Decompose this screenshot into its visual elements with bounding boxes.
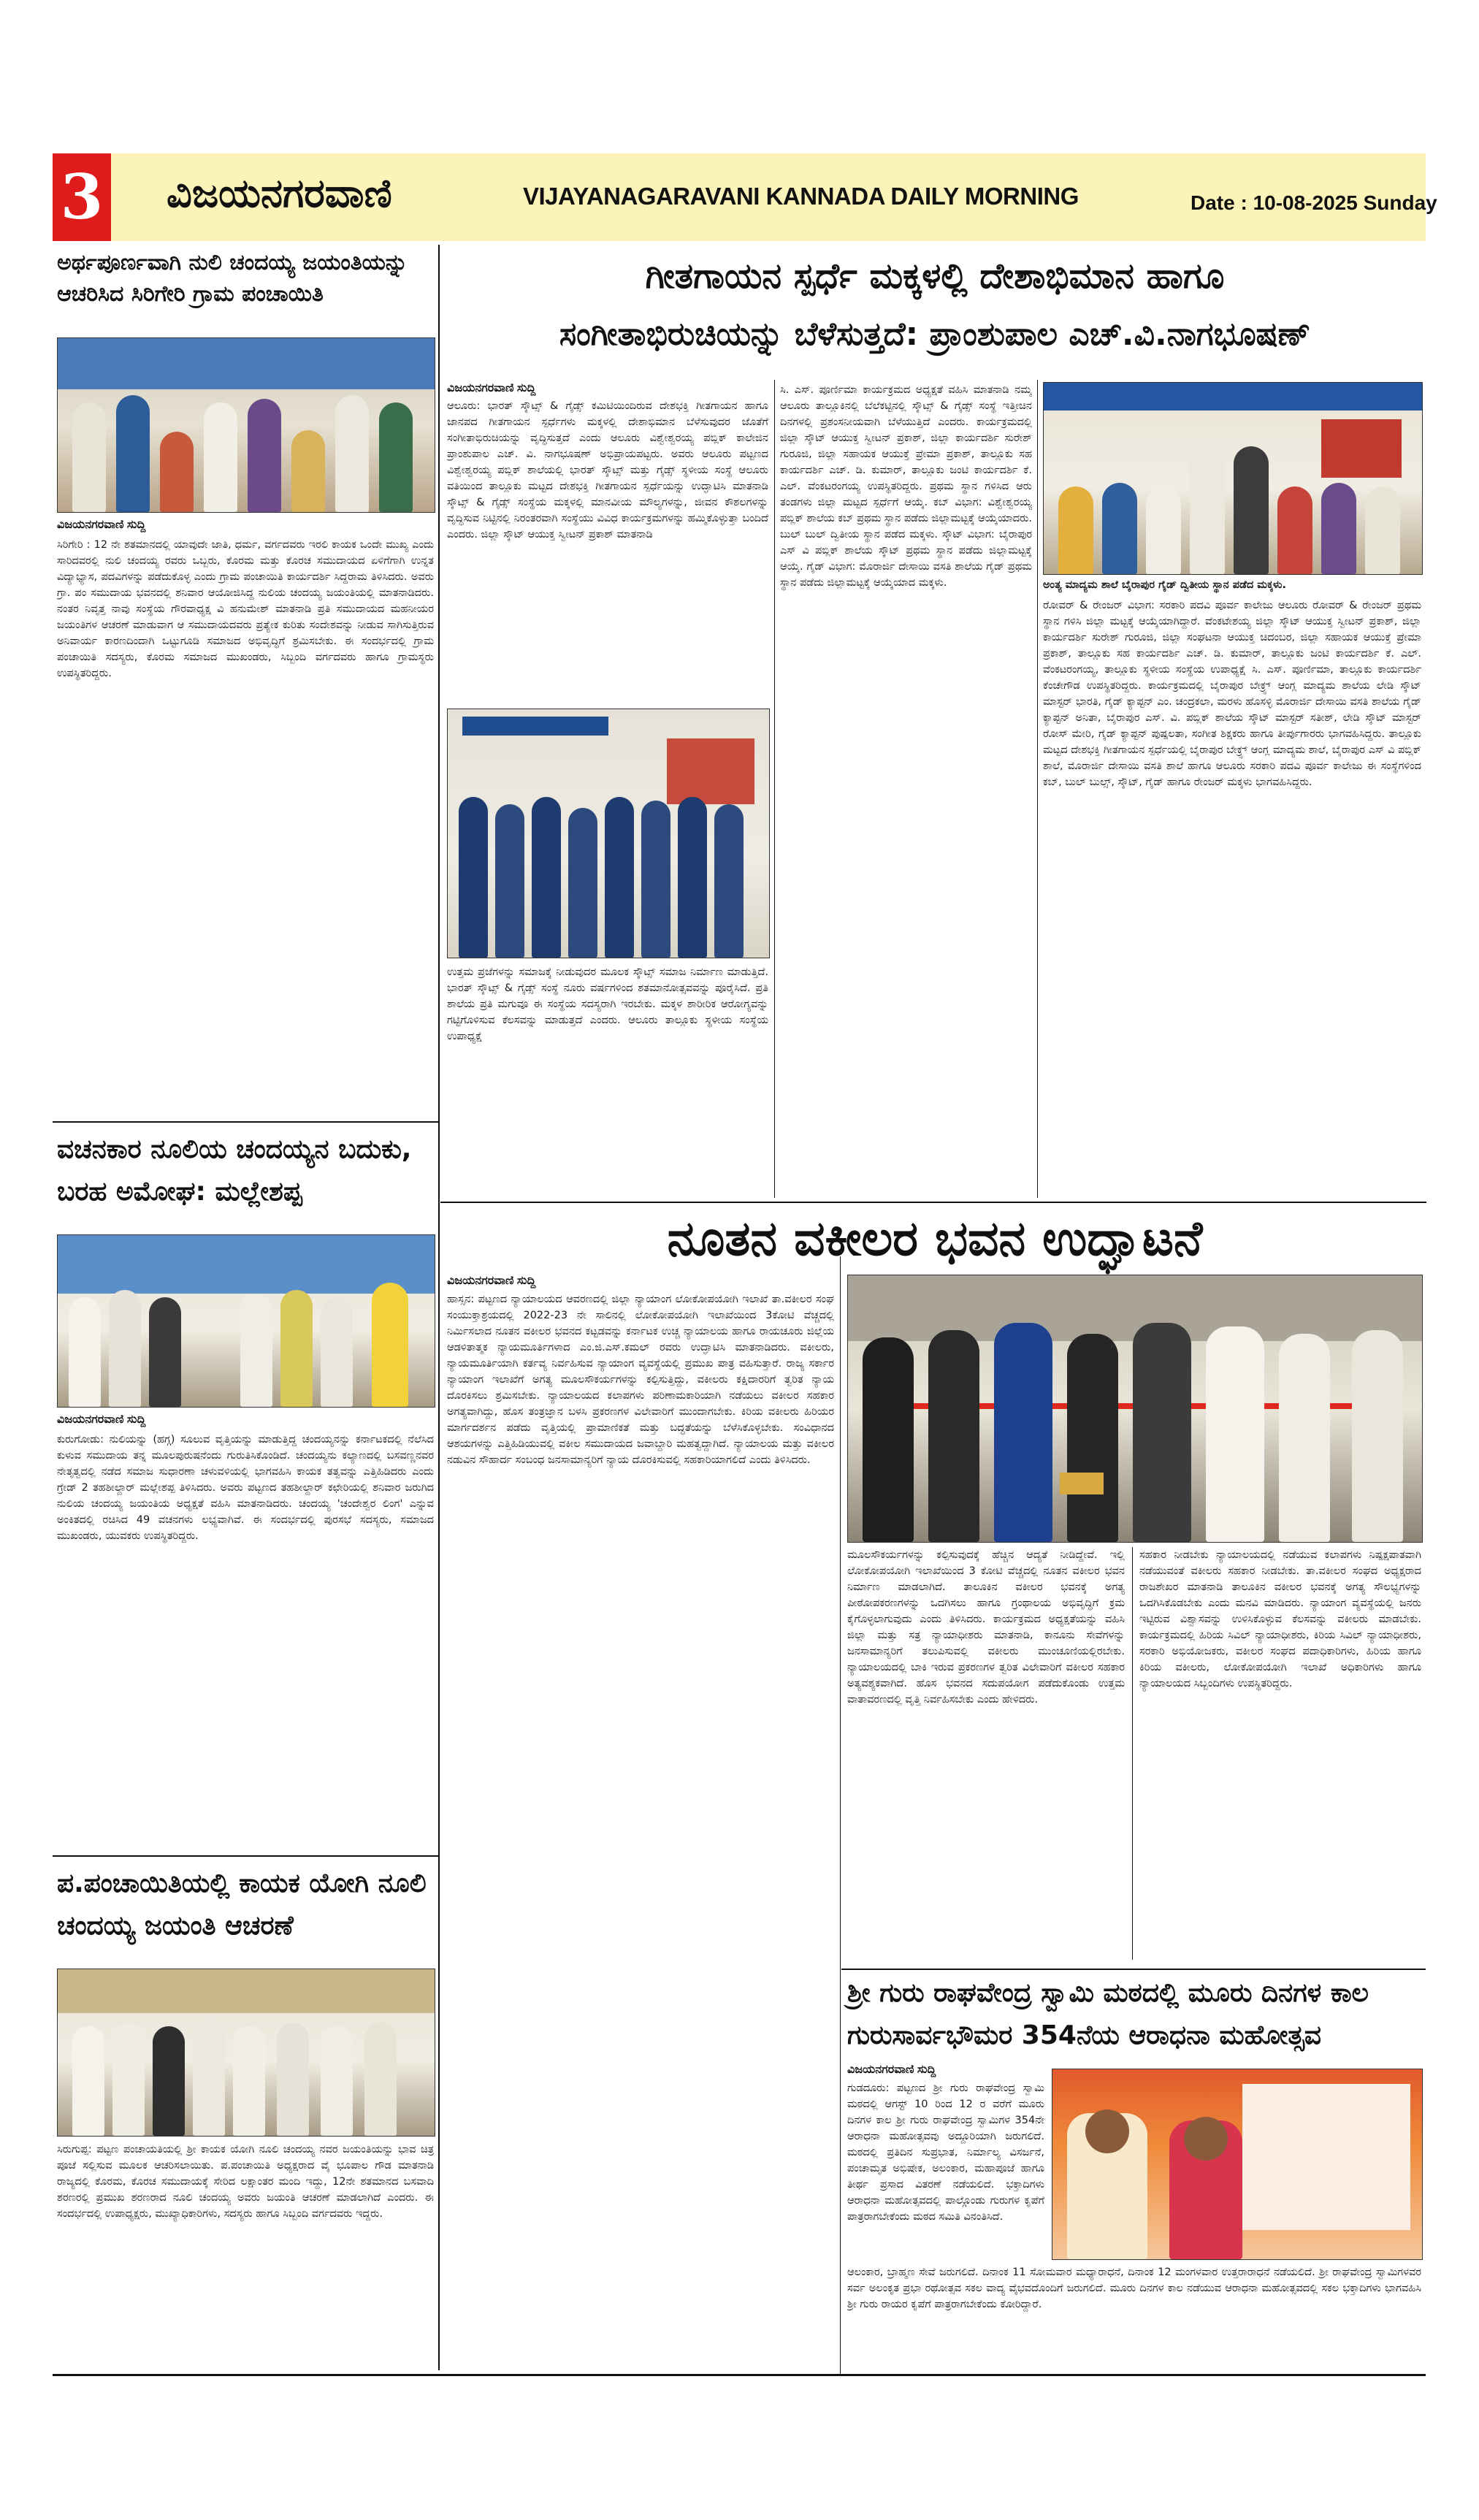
- story-body: ಸಿ. ಎಸ್. ಪೂರ್ಣಿಮಾ ಕಾರ್ಯಕ್ರಮದ ಅಧ್ಯಕ್ಷತೆ ವಹಿಸಿ ಮಾತನಾಡಿ ನಮ್ಮ ಆಲೂರು ತಾಲ್ಲೂಕಿನಲ್ಲಿ ಬೆಲೆಕಟ್ಟಿನಲ್ಲಿ ಸ್ಕೌಟ್ಸ್ & ಗೈಡ್ಸ್ ಸಂಸ್ಥೆ ಇತ್ತೀಚಿನ ದಿನಗಳಲ್ಲಿ ಪ್ರಶಂಸನೀಯವಾಗಿ ಬೆಳೆಯುತ್ತಿದೆ ಎಂದರು. ಕಾರ್ಯಕ್ರಮದಲ್ಲಿ ಜಿಲ್ಲಾ ಸ್ಕೌಟ್ ಆಯುಕ್ತ ಸ್ವೀಟನ್ ಪ್ರಕಾಶ್, ಜಿಲ್ಲಾ ಕಾರ್ಯದರ್ಶಿ ಸುರೇಶ್ ಗುರೂಜಿ, ಜಿಲ್ಲಾ ಸಹಾಯಕ ಆಯುಕ್ತೆ ಪ್ರೇಮಾ ಪ್ರಕಾಶ್, ತಾಲ್ಲೂಕು ಸಹ ಕಾರ್ಯದರ್ಶಿ ಎಚ್. ಡಿ. ಕುಮಾರ್, ತಾಲ್ಲೂಕು ಜಂಟಿ ಕಾರ್ಯದರ್ಶಿ ಕೆ. ಎಲ್. ವೆಂಕಟರಂಗಯ್ಯ ಉಪಸ್ಥಿತರಿದ್ದರು. ಪ್ರಥಮ ಸ್ಥಾನ ಗಳಿಸಿದ ಆರು ತಂಡಗಳು ಜಿಲ್ಲಾ ಮಟ್ಟದ ಸ್ಪರ್ಧೆಗೆ ಆಯ್ಕೆ. ಕಬ್ ವಿಭಾಗ: ವಿಶ್ವೇಶ್ವರಯ್ಯ ಪಬ್ಲಿಕ್ ಶಾಲೆಯ ಕಬ್ ಪ್ರಥಮ ಸ್ಥಾನ ಪಡೆದು ಜಿಲ್ಲಾಮಟ್ಟಕ್ಕೆ ಆಯ್ಕೆಯಾದರು. ಬುಲ್ ಬುಲ್ ದ್ವಿತೀಯ ಸ್ಥಾನ ಪಡೆದ ಮಕ್ಕಳು. ಸ್ಕೌಟ್ ವಿಭಾಗ: ಬೈರಾಪುರ ಎಸ್ ವಿ ಪಬ್ಲಿಕ್ ಶಾಲೆಯ ಸ್ಕೌಟ್ ಪ್ರಥಮ ಸ್ಥಾನ ಪಡೆದು ಜಿಲ್ಲಾಮಟ್ಟಕ್ಕೆ ಆಯ್ಕೆ. ಗೈಡ್ ವಿಭಾಗ: ಮೊರಾರ್ಜಿ ದೇಸಾಯಿ ವಸತಿ ಶಾಲೆಯ ಗೈಡ್ ಪ್ರಥಮ ಸ್ಥಾನ ಪಡೆದು ಜಿಲ್ಲಾಮಟ್ಟಕ್ಕೆ ಆಯ್ಕೆಯಾದ ಮಕ್ಕಳು.: [780, 384, 1032, 589]
- story-body: ಹಾಸ್ಸನ: ಪಟ್ಟಣದ ನ್ಯಾಯಾಲಯದ ಆವರಣದಲ್ಲಿ ಜಿಲ್ಲಾ ನ್ಯಾಯಾಂಗ ಲೋಕೋಪಯೋಗಿ ಇಲಾಖೆ ತಾ.ವಕೀಲರ ಸಂಘ ಸಂಯುಕ್ತಾಶ್ರಯದಲ್ಲಿ 2022-23 ನೇ ಸಾಲಿನಲ್ಲಿ ಲೋಕೋಪಯೋಗಿ ಇಲಾಖೆಯಿಂದ 3ಕೋಟಿ ವೆಚ್ಚದಲ್ಲಿ ನಿರ್ಮಿಸಲಾದ ನೂತನ ವಕೀಲರ ಭವನದ ಕಟ್ಟಡವನ್ನು ಕರ್ನಾಟಕ ಉಚ್ಚ ನ್ಯಾಯಾಲಯ ಹಾಗೂ ರಾಯಚೂರು ಜಿಲ್ಲೆಯ ಆಡಳಿತಾತ್ಮಕ ನ್ಯಾಯಮೂರ್ತಿಗಳಾದ ಎಂ.ಜಿ.ಎಸ್.ಕಮಲ್ ರವರು ಉದ್ಘಾಟಿಸಿ ಮಾತನಾಡಿದರು. ವಕೀಲರು, ನ್ಯಾಯಮೂರ್ತಿಯಾಗಿ ಕರ್ತವ್ಯ ನಿರ್ವಹಿಸುವ ನ್ಯಾಯಾಂಗ ವ್ಯವಸ್ಥೆಯಲ್ಲಿ ಪ್ರಮುಖ ಪಾತ್ರ ವಹಿಸುತ್ತಾರೆ. ರಾಜ್ಯ ಸರ್ಕಾರ ನ್ಯಾಯಾಂಗ ಇಲಾಖೆಗೆ ಅಗತ್ಯ ಮೂಲಸೌಕರ್ಯಗಳನ್ನು ಕಲ್ಪಿಸುತ್ತಿದ್ದು, ವಕೀಲರು ಕಕ್ಷಿದಾರರಿಗೆ ತ್ವರಿತ ನ್ಯಾಯ ದೊರಕಿಸಲು ಶ್ರಮಿಸಬೇಕು. ನ್ಯಾಯಾಲಯದ ಕಲಾಪಗಳು ಪರಿಣಾಮಕಾರಿಯಾಗಿ ನಡೆಯಲು ವಕೀಲರ ಸಹಕಾರ ಅಗತ್ಯವಾಗಿದ್ದು, ಹೊಸ ತಂತ್ರಜ್ಞಾನ ಬಳಸಿ ಪ್ರಕರಣಗಳ ವಿಲೇವಾರಿಗೆ ಮುಂದಾಗಬೇಕು. ಕಿರಿಯ ವಕೀಲರು ಹಿರಿಯರ ಮಾರ್ಗದರ್ಶನ ಪಡೆದು ವೃತ್ತಿಯಲ್ಲಿ ಪ್ರಾಮಾಣಿಕತೆ ಮತ್ತು ಬದ್ಧತೆಯನ್ನು ಬೆಳೆಸಿಕೊಳ್ಳಬೇಕು. ಸಂವಿಧಾನದ ಆಶಯಗಳನ್ನು ಎತ್ತಿಹಿಡಿಯುವಲ್ಲಿ ವಕೀಲ ಸಮುದಾಯದ ಜವಾಬ್ದಾರಿ ಮಹತ್ವದ್ದಾಗಿದೆ. ನ್ಯಾಯಾಲಯ ಮತ್ತು ವಕೀಲರ ನಡುವಿನ ಸೌಹಾರ್ದ ಸಂಬಂಧ ಜನಸಾಮಾನ್ಯರಿಗೆ ನ್ಯಾಯ ದೊರಕಿಸುವಲ್ಲಿ ಸಹಕಾರಿಯಾಗಲಿದೆ ಎಂದು ತಿಳಿಸಿದರು.: [447, 1294, 834, 1466]
- story-headline: ಗೀತಗಾಯನ ಸ್ಪರ್ಧೆ ಮಕ್ಕಳಲ್ಲಿ ದೇಶಾಭಿಮಾನ ಹಾಗೂ: [645, 256, 1225, 297]
- story-byline: ವಿಜಯನಗರವಾಣಿ ಸುದ್ದಿ: [447, 1275, 536, 1287]
- page-bottom-rule: [53, 2374, 1426, 2376]
- story-body: ಉತ್ತಮ ಪ್ರಜೆಗಳನ್ನು ಸಮಾಜಕ್ಕೆ ನೀಡುವುದರ ಮೂಲಕ ಸ್ಕೌಟ್ಸ್ ಸಮಾಜ ನಿರ್ಮಾಣ ಮಾಡುತ್ತಿದೆ. ಭಾರತ್ ಸ್ಕೌಟ್ಸ್ & ಗೈಡ್ಸ್ ಸಂಸ್ಥೆ ನೂರು ವರ್ಷಗಳಿಂದ ಶತಮಾನೋತ್ಸವವನ್ನು ಪೂರೈಸಿದೆ. ಪ್ರತಿ ಶಾಲೆಯ ಪ್ರತಿ ಮಗುವೂ ಈ ಸಂಸ್ಥೆಯ ಸದಸ್ಯರಾಗಿ ಇರಬೇಕು. ಮಕ್ಕಳ ಶಾರೀರಿಕ ಆರೋಗ್ಯವನ್ನು ಗಟ್ಟಿಗೊಳಿಸುವ ಕೆಲಸವನ್ನು ಮಾಡುತ್ತದೆ ಎಂದರು. ಆಲೂರು ತಾಲ್ಲೂಕು ಸ್ಥಳೀಯ ಸಂಸ್ಥೆಯ ಉಪಾಧ್ಯಕ್ಷೆ: [447, 966, 768, 1042]
- story-headline: ನೂತನ ವಕೀಲರ ಭವನ ಉದ್ಘಾಟನೆ: [667, 1210, 1203, 1267]
- left-column-rule: [438, 245, 440, 2370]
- story-body: ಆಲಂಕಾರ, ಬ್ರಾಹ್ಮಣ ಸೇವೆ ಜರುಗಲಿದೆ. ದಿನಾಂಕ 11 ಸೋಮವಾರ ಮಧ್ಯಾರಾಧನೆ, ದಿನಾಂಕ 12 ಮಂಗಳವಾರ ಉತ್ತರಾರಾಧನೆ ನಡೆಯಲಿದೆ. ಶ್ರೀ ರಾಘವೇಂದ್ರ ಸ್ವಾಮಿಗಳವರ ಸರ್ವ ಅಲಂಕೃತ ಪ್ರಭಾ ರಥೋತ್ಸವ ಸಕಲ ವಾದ್ಯ ವೈಭವದೊಂದಿಗೆ ಜರುಗಲಿದೆ. ಮೂರು ದಿನಗಳ ಕಾಲ ನಡೆಯುವ ಆರಾಧನಾ ಮಹೋತ್ಸವದಲ್ಲಿ ಸಕಲ ಭಕ್ತಾದಿಗಳು ಭಾಗವಹಿಸಿ ಶ್ರೀ ಗುರು ರಾಯರ ಕೃಪೆಗೆ ಪಾತ್ರರಾಗಬೇಕೆಂದು ಕೋರಿದ್ದಾರೆ.: [847, 2267, 1421, 2310]
- newspaper-subtitle: VIJAYANAGARAVANI KANNADA DAILY MORNING: [523, 183, 1079, 210]
- article-photo: [57, 337, 435, 513]
- article-body: ಸಿರಿಗೇರಿ : 12 ನೇ ಶತಮಾನದಲ್ಲಿ ಯಾವುದೇ ಜಾತಿ, ಧರ್ಮ, ವರ್ಗದವರು ಇರಲಿ ಕಾಯಕ ಒಂದೇ ಮುಖ್ಯ ಎಂದು ಸಾರಿದವರಲ್ಲಿ ನುಲಿ ಚಂದಯ್ಯ ರವರು ಒಬ್ಬರು, ಕೊರಮ ಮತ್ತು ಕೊರಚ ಸಮುದಾಯದ ಏಳಿಗೆಗಾಗಿ ಉನ್ನತ ವಿದ್ಯಾಭ್ಯಾಸ, ಪದವಿಗಳನ್ನು ಪಡೆದುಕೊಳ್ಳ ಎಂದು ಗ್ರಾಮ ಪಂಚಾಯಿತಿ ಕಾರ್ಯದರ್ಶಿ ಸಿದ್ದರಾಮ ತಿಳಿಸಿದರು. ಅವರು ಗ್ರಾ. ಪಂ ಸಮುದಾಯ ಭವನದಲ್ಲಿ ಶನಿವಾರ ಆಯೋಜಿಸಿದ್ದ ನುಲಿಯ ಚಂದಯ್ಯ ಜಯಂತಿಯಲ್ಲಿ ಮಾತನಾಡಿದರು. ನಂತರ ನಿವೃತ್ತ ನಾವು ಸಂಸ್ಥೆಯ ಗೌರವಾಧ್ಯಕ್ಷ ವಿ ಹನುಮೇಶ್ ಮಾತನಾಡಿ ಪ್ರತಿ ಸಮುದಾಯದ ಮಹನೀಯರ ಜಯಂತಿಗಳ ಆಚರಣೆ ಮಾಡುವಾಗ ಆ ಸಮುದಾಯದವರು ಪ್ರತ್ಯೇಕ ಕುರಿತು ಸಂದೇಶವನ್ನು ನೀಡುವ ಸಾಗಿಸುತ್ತಿರುವ ಅನಿವಾರ್ಯ ಕಾರಣದಿಂದಾಗಿ ಒಟ್ಟುಗೂಡಿ ಸಮಾಜದ ಅಭಿವೃದ್ಧಿಗೆ ಶ್ರಮಿಸಬೇಕು. ಈ ಸಂದರ್ಭದಲ್ಲಿ ಗ್ರಾಮ ಪಂಚಾಯಿತಿ ಸದಸ್ಯರು, ಕೊರಮ ಸಮಾಜದ ಮುಖಂಡರು, ಸಿಬ್ಬಂದಿ ವರ್ಗದವರು ಹಾಗೂ ಗ್ರಾಮಸ್ಥರು ಉಪಸ್ಥಿತರಿದ್ದರು.: [57, 539, 434, 679]
- article-divider: [53, 1855, 438, 1857]
- story-byline: ವಿಜಯನಗರವಾಣಿ ಸುದ್ದಿ: [847, 2063, 936, 2076]
- story-body: ಮೂಲಸೌಕರ್ಯಗಳನ್ನು ಕಲ್ಪಿಸುವುದಕ್ಕೆ ಹೆಚ್ಚಿನ ಆದ್ಯತೆ ನೀಡಿದ್ದೇವೆ. ಇಲ್ಲಿ ಲೋಕೋಪಯೋಗಿ ಇಲಾಖೆಯಿಂದ 3 ಕೋಟಿ ವೆಚ್ಚದಲ್ಲಿ ನೂತನ ವಕೀಲರ ಭವನ ನಿರ್ಮಾಣ ಮಾಡಲಾಗಿದೆ. ತಾಲೂಕಿನ ವಕೀಲರ ಭವನಕ್ಕೆ ಅಗತ್ಯ ಪೀಠೋಪಕರಣಗಳನ್ನು ಒದಗಿಸಲು ಹಾಗೂ ಗ್ರಂಥಾಲಯ ಅಭಿವೃದ್ಧಿಗೆ ಕ್ರಮ ಕೈಗೊಳ್ಳಲಾಗುವುದು ಎಂದು ತಿಳಿಸಿದರು. ಕಾರ್ಯಕ್ರಮದ ಅಧ್ಯಕ್ಷತೆಯನ್ನು ವಹಿಸಿ ಜಿಲ್ಲಾ ಮತ್ತು ಸತ್ರ ನ್ಯಾಯಾಧೀಶರು ಮಾತನಾಡಿ, ಕಾನೂನು ಸೇವೆಗಳನ್ನು ಜನಸಾಮಾನ್ಯರಿಗೆ ತಲುಪಿಸುವಲ್ಲಿ ವಕೀಲರು ಮುಂಚೂಣಿಯಲ್ಲಿರಬೇಕು. ನ್ಯಾಯಾಲಯದಲ್ಲಿ ಬಾಕಿ ಇರುವ ಪ್ರಕರಣಗಳ ತ್ವರಿತ ವಿಲೇವಾರಿಗೆ ವಕೀಲರ ಸಹಕಾರ ಅತ್ಯವಶ್ಯಕವಾಗಿದೆ. ಹೊಸ ಭವನದ ಸದುಪಯೋಗ ಪಡೆದುಕೊಂಡು ಉತ್ತಮ ವಾತಾವರಣದಲ್ಲಿ ವೃತ್ತಿ ನಿರ್ವಹಿಸಬೇಕು ಎಂದು ಹೇಳಿದರು.: [847, 1549, 1125, 1706]
- story-headline: ಸಂಗೀತಾಭಿರುಚಿಯನ್ನು ಬೆಳೆಸುತ್ತದೆ: ಪ್ರಾಂಶುಪಾಲ ಎಚ್.ವಿ.ನಾಗಭೂಷಣ್: [559, 316, 1311, 353]
- story-headline: ಶ್ರೀ ಗುರು ರಾಘವೇಂದ್ರ ಸ್ವಾಮಿ ಮಠದಲ್ಲಿ ಮೂರು ದಿನಗಳ ಕಾಲ ಗುರುಸಾರ್ವಭೌಮರ 354ನೆಯ ಆರಾಧನಾ ಮಹೋತ್ಸವ: [847, 1978, 1369, 2050]
- story-photo: [447, 709, 770, 958]
- bottom-right-rule: [840, 1256, 841, 2374]
- issue-date: Date : 10-08-2025 Sunday: [1191, 191, 1437, 214]
- story-column-rule: [1132, 1547, 1133, 1960]
- story-divider: [841, 1969, 1426, 1970]
- newspaper-name: ವಿಜಯನಗರವಾಣಿ: [167, 170, 392, 216]
- story-body: ಸಹಕಾರ ನೀಡಬೇಕು ನ್ಯಾಯಾಲಯದಲ್ಲಿ ನಡೆಯುವ ಕಲಾಪಗಳು ನಿಷ್ಪಕ್ಷಪಾತವಾಗಿ ನಡೆಯುವಂತೆ ವಕೀಲರು ಸಹಕಾರ ನೀಡಬೇಕು. ತಾ.ವಕೀಲರ ಸಂಘದ ಅಧ್ಯಕ್ಷರಾದ ರಾಜಶೇಖರ ಮಾತನಾಡಿ ತಾಲೂಕಿನ ವಕೀಲರ ಭವನಕ್ಕೆ ಅಗತ್ಯ ಸೌಲಭ್ಯಗಳನ್ನು ಒದಗಿಸಿಕೊಡಬೇಕು ಎಂದು ಮನವಿ ಮಾಡಿದರು. ನ್ಯಾಯಾಂಗ ವ್ಯವಸ್ಥೆಯಲ್ಲಿ ಜನರು ಇಟ್ಟಿರುವ ವಿಶ್ವಾಸವನ್ನು ಉಳಿಸಿಕೊಳ್ಳುವ ಕೆಲಸವನ್ನು ವಕೀಲರು ಮಾಡಬೇಕು. ಕಾರ್ಯಕ್ರಮದಲ್ಲಿ ಹಿರಿಯ ಸಿವಿಲ್ ನ್ಯಾಯಾಧೀಶರು, ಕಿರಿಯ ಸಿವಿಲ್ ನ್ಯಾಯಾಧೀಶರು, ಸರಕಾರಿ ಅಭಿಯೋಜಕರು, ವಕೀಲರ ಸಂಘದ ಪದಾಧಿಕಾರಿಗಳು, ಹಿರಿಯ ಹಾಗೂ ಕಿರಿಯ ವಕೀಲರು, ಲೋಕೋಪಯೋಗಿ ಇಲಾಖೆ ಅಧಿಕಾರಿಗಳು ಹಾಗೂ ನ್ಯಾಯಾಲಯದ ಸಿಬ್ಬಂದಿಗಳು ಉಪಸ್ಥಿತರಿದ್ದರು.: [1139, 1549, 1421, 1689]
- story-photo: [1052, 2069, 1423, 2260]
- story-divider: [440, 1202, 1426, 1203]
- article-body: ಕುರುಗೋಡು: ನುಲಿಯನ್ನು (ಹಗ್ಗ) ಸೂಲುವ ವೃತ್ತಿಯನ್ನು ಮಾಡುತ್ತಿದ್ದ ಚಂದಯ್ಯನನ್ನು ಕರ್ನಾಟಕದಲ್ಲಿ ನೆಲೆಸಿದ ಕುಳುವ ಸಮುದಾಯ ತನ್ನ ಮೂಲಪುರುಷನೆಂದು ಗುರುತಿಸಿಕೊಂಡಿದೆ. ಚಂದಯ್ಯನು ಕಲ್ಯಾಣದಲ್ಲಿ ಬಸವಣ್ಣನವರ ನೇತೃತ್ವದಲ್ಲಿ ನಡೆದ ಸಮಾಜ ಸುಧಾರಣಾ ಚಳುವಳಿಯಲ್ಲಿ ಭಾಗವಹಿಸಿ ಕಾಯಕ ತತ್ವವನ್ನು ಎತ್ತಿಹಿಡಿದರು ಎಂದು ಗ್ರೇಡ್ 2 ತಹಶೀಲ್ದಾರ್ ಮಲ್ಲೇಶಪ್ಪ ತಿಳಿಸಿದರು. ಅವರು ಪಟ್ಟಣದ ತಹಶೀಲ್ದಾರ್ ಕಛೇರಿಯಲ್ಲಿ ಶನಿವಾರ ಜರುಗಿದ ನುಲಿಯ ಚಂದಯ್ಯ ಜಯಂತಿಯ ಅಧ್ಯಕ್ಷತೆ ವಹಿಸಿ ಮಾತನಾಡಿದರು. ಚಂದಯ್ಯ 'ಚಂದೇಶ್ವರ ಲಿಂಗ' ಎನ್ನುವ ಅಂಕಿತದಲ್ಲಿ ರಚಿಸಿದ 49 ವಚನಗಳು ಲಭ್ಯವಾಗಿವೆ. ಈ ಸಂದರ್ಭದಲ್ಲಿ ಪುರಸಭೆ ಸದಸ್ಯರು, ಸಮಾಜದ ಮುಖಂಡರು, ಯುವಕರು ಉಪಸ್ಥಿತರಿದ್ದರು.: [57, 1434, 434, 1542]
- top-story-rule-1: [774, 380, 775, 1198]
- article-headline: ಅರ್ಥಪೂರ್ಣವಾಗಿ ನುಲಿ ಚಂದಯ್ಯ ಜಯಂತಿಯನ್ನು ಆಚರಿಸಿದ ಸಿರಿಗೇರಿ ಗ್ರಾಮ ಪಂಚಾಯಿತಿ: [57, 250, 408, 307]
- article-byline: ವಿಜಯನಗರವಾಣಿ ಸುದ್ದಿ: [57, 519, 146, 531]
- article-photo: [57, 1234, 435, 1408]
- top-story-rule-2: [1037, 380, 1038, 1198]
- article-headline: ವಚನಕಾರ ನೂಲಿಯ ಚಂದಯ್ಯನ ಬದುಕು, ಬರಹ ಅಮೋಘ: ಮಲ್ಲೇಶಪ್ಪ: [57, 1134, 412, 1207]
- story-photo: [847, 1275, 1423, 1543]
- page-number: 3: [53, 153, 111, 241]
- article-body: ಸಿರುಗುಪ್ಪ: ಪಟ್ಟಣ ಪಂಚಾಯತಿಯಲ್ಲಿ ಶ್ರೀ ಕಾಯಕ ಯೋಗಿ ನೂಲಿ ಚಂದಯ್ಯ ನವರ ಜಯಂತಿಯನ್ನು ಭಾವ ಚಿತ್ರ ಪೂಜೆ ಸಲ್ಲಿಸುವ ಮೂಲಕ ಆಚರಿಸಲಾಯಿತು. ಪ.ಪಂಚಾಯಿತಿ ಅಧ್ಯಕ್ಷರಾದ ವೈ ಭೂಪಾಲ ಗೌಡ ಮಾತನಾಡಿ ರಾಜ್ಯದಲ್ಲಿ ಕೊರಮ, ಕೊರಚ ಸಮುದಾಯಕ್ಕೆ ಸೇರಿದ ಲಕ್ಷಾಂತರ ಮಂದಿ ಇದ್ದು, 12ನೇ ಶತಮಾನದ ಬಸವಾದಿ ಶರಣರಲ್ಲಿ ಪ್ರಮುಖ ಶರಣರಾದ ನೂಲಿ ಚಂದಯ್ಯ ಅವರು ಜಯಂತಿ ಆಚರಣೆ ಮಾಡಲಾಗಿದೆ ಎಂದರು. ಈ ಸಂದರ್ಭದಲ್ಲಿ ಉಪಾಧ್ಯಕ್ಷರು, ಮುಖ್ಯಾಧಿಕಾರಿಗಳು, ಸದಸ್ಯರು ಹಾಗೂ ಸಿಬ್ಬಂದಿ ವರ್ಗದವರು ಇದ್ದರು.: [57, 2144, 434, 2220]
- story-byline: ವಿಜಯನಗರವಾಣಿ ಸುದ್ದಿ: [447, 382, 536, 394]
- story-body: ರೋವರ್ & ರೇಂಜರ್ ವಿಭಾಗ: ಸರಕಾರಿ ಪದವಿ ಪೂರ್ವ ಕಾಲೇಜು ಆಲೂರು ರೋವರ್ & ರೇಂಜರ್ ಪ್ರಥಮ ಸ್ಥಾನ ಗಳಿಸಿ ಜಿಲ್ಲಾ ಮಟ್ಟಕ್ಕೆ ಆಯ್ಕೆಯಾಗಿದ್ದಾರೆ. ವೆಂಕಟೇಶಯ್ಯ ಜಿಲ್ಲಾ ಸ್ಕೌಟ್ ಆಯುಕ್ತ ಸ್ವೀಟನ್ ಪ್ರಕಾಶ್, ಜಿಲ್ಲಾ ಕಾರ್ಯದರ್ಶಿ ಸುರೇಶ್ ಗುರೂಜಿ, ಜಿಲ್ಲಾ ಸಂಘಟನಾ ಆಯುಕ್ತ ಚಿದಂಬರ, ಜಿಲ್ಲಾ ಸಹಾಯಕ ಆಯುಕ್ತೆ ಪ್ರೇಮಾ ಪ್ರಕಾಶ್, ತಾಲ್ಲೂಕು ಸಹ ಕಾರ್ಯದರ್ಶಿ ಎಚ್. ಡಿ. ಕುಮಾರ್, ತಾಲ್ಲೂಕು ಜಂಟಿ ಕಾರ್ಯದರ್ಶಿ ಕೆ. ಎಲ್. ವೆಂಕಟರಂಗಯ್ಯ, ತಾಲ್ಲೂಕು ಸ್ಥಳೀಯ ಸಂಸ್ಥೆಯ ಉಪಾಧ್ಯಕ್ಷೆ ಸಿ. ಎಸ್. ಪೂರ್ಣಿಮಾ, ತಾಲ್ಲೂಕು ಕಾರ್ಯದರ್ಶಿ ಕೆಂಚೇಗೌಡ ಉಪಸ್ಥಿತರಿದ್ದರು. ಕಾರ್ಯಕ್ರಮದಲ್ಲಿ ಬೈರಾಪುರ ಬೇಕ್ರ್ಸ್ ಆಂಗ್ಲ ಮಾದ್ಯಮ ಶಾಲೆಯ ಲೇಡಿ ಸ್ಕೌಟ್ ಮಾಸ್ಟರ್ ಭಾರತಿ, ಗೈಡ್ ಕ್ಯಾಪ್ಟನ್ ಎಂ. ಚಂದ್ರಕಲಾ, ಮರಳು ಹೊಸಳ್ಳಿ ಮೊರಾರ್ಜಿ ದೇಸಾಯಿ ವಸತಿ ಶಾಲೆಯ ಗೈಡ್ ಕ್ಯಾಪ್ಟನ್ ಅನಿತಾ, ಬೈರಾಪುರ ಎಸ್. ವಿ. ಪಬ್ಲಿಕ್ ಶಾಲೆಯ ಸ್ಕೌಟ್ ಮಾಸ್ಟರ್ ಸತೀಶ್, ಲೇಡಿ ಸ್ಕೌಟ್ ಮಾಸ್ಟರ್ ರೋಸ್ ಮೇರಿ, ಗೈಡ್ ಕ್ಯಾಪ್ಟನ್ ಪುಷ್ಪಲತಾ, ಸಂಗೀತ ಶಿಕ್ಷಕರು ಹಾಗೂ ತೀರ್ಪುಗಾರರು ಭಾಗವಹಿಸಿದ್ದರು. ತಾಲ್ಲೂಕು ಮಟ್ಟದ ದೇಶಭಕ್ತಿ ಗೀತಗಾಯನ ಸ್ಪರ್ಧೆಯಲ್ಲಿ ಬೈರಾಪುರ ಬೇಕ್ರ್ಸ್ ಆಂಗ್ಲ ಮಾದ್ಯಮ ಶಾಲೆ, ಬೈರಾಪುರ ಎಸ್ ವಿ ಪಬ್ಲಿಕ್ ಶಾಲೆ, ಮೊರಾರ್ಜಿ ದೇಸಾಯಿ ವಸತಿ ಶಾಲೆ ಹಾಗೂ ಆಲೂರು ಸರಕಾರಿ ಪದವಿ ಪೂರ್ವ ಕಾಲೇಜು ಈ ಸಂಸ್ಥೆಗಳಿಂದ ಕಬ್, ಬುಲ್ ಬುಲ್ಸ್, ಸ್ಕೌಟ್, ಗೈಡ್ ಹಾಗೂ ರೇಂಜರ್ ಮಕ್ಕಳು ಭಾಗವಹಿಸಿದ್ದರು.: [1043, 600, 1421, 788]
- article-photo: [57, 1969, 435, 2137]
- story-body: ಗುಡದೂರು: ಪಟ್ಟಣದ ಶ್ರೀ ಗುರು ರಾಘವೇಂದ್ರ ಸ್ವಾಮಿ ಮಠದಲ್ಲಿ ಆಗಸ್ಟ್ 10 ರಿಂದ 12 ರ ವರೆಗೆ ಮೂರು ದಿನಗಳ ಕಾಲ ಶ್ರೀ ಗುರು ರಾಘವೇಂದ್ರ ಸ್ವಾಮಿಗಳ 354ನೇ ಆರಾಧನಾ ಮಹೋತ್ಸವವು ಅದ್ದೂರಿಯಾಗಿ ಜರುಗಲಿದೆ. ಮಠದಲ್ಲಿ ಪ್ರತಿದಿನ ಸುಪ್ರಭಾತ, ನಿರ್ಮಾಲ್ಯ ವಿಸರ್ಜನೆ, ಪಂಚಾಮೃತ ಅಭಿಷೇಕ, ಅಲಂಕಾರ, ಮಹಾಪೂಜೆ ಹಾಗೂ ತೀರ್ಥ ಪ್ರಸಾದ ವಿತರಣೆ ನಡೆಯಲಿದೆ. ಭಕ್ತಾದಿಗಳು ಆರಾಧನಾ ಮಹೋತ್ಸವದಲ್ಲಿ ಪಾಲ್ಗೊಂಡು ಗುರುಗಳ ಕೃಪೆಗೆ ಪಾತ್ರರಾಗಬೇಕೆಂದು ಮಠದ ಸಮಿತಿ ವಿನಂತಿಸಿದೆ.: [847, 2082, 1044, 2223]
- photo-caption: ಅಂತ್ಯ ಮಾದ್ಯಮ ಶಾಲೆ ಬೈರಾಪುರ ಗೈಡ್ ದ್ವಿತೀಯ ಸ್ಥಾನ ಪಡೆದ ಮಕ್ಕಳು.: [1043, 579, 1286, 591]
- article-byline: ವಿಜಯನಗರವಾಣಿ ಸುದ್ದಿ: [57, 1413, 146, 1426]
- story-photo: [1043, 382, 1423, 575]
- story-body: ಆಲೂರು: ಭಾರತ್ ಸ್ಕೌಟ್ಸ್ & ಗೈಡ್ಸ್ ಕಮಿಟಿಯಿಂದಿರುವ ದೇಶಭಕ್ತಿ ಗೀತಗಾಯನ ಹಾಗೂ ಜಾನಪದ ಗೀತಗಾಯನ ಸ್ಪರ್ಧೆಗಳು ಮಕ್ಕಳಲ್ಲಿ ದೇಶಾಭಿಮಾನ ಬೆಳೆಸುವುದರ ಜೊತೆಗೆ ಸಂಗೀತಾಭಿರುಚಿಯನ್ನು ವೃದ್ಧಿಸುತ್ತದೆ ಎಂದು ಆಲೂರು ವಿಶ್ವೇಶ್ವರಯ್ಯ ಪಬ್ಲಿಕ್ ಕಾಲೇಜಿನ ಪ್ರಾಂಶುಪಾಲ ಎಚ್. ವಿ. ನಾಗಭೂಷಣ್ ಅಭಿಪ್ರಾಯಪಟ್ಟರು. ಅವರು ಆಲೂರು ಪಟ್ಟಣದ ವಿಶ್ವೇಶ್ವರಯ್ಯ ಪಬ್ಲಿಕ್ ಶಾಲೆಯಲ್ಲಿ ಭಾರತ್ ಸ್ಕೌಟ್ಸ್ ಮತ್ತು ಗೈಡ್ಸ್ ಸ್ಥಳೀಯ ಸಂಸ್ಥೆ ಆಲೂರು ವತಿಯಿಂದ ತಾಲ್ಲೂಕು ಮಟ್ಟದ ದೇಶಭಕ್ತಿ ಗೀತಗಾಯನ ಸ್ಪರ್ಧೆಯನ್ನು ಉದ್ಘಾಟಿಸಿ ಮಾತನಾಡಿ ಸ್ಕೌಟ್ಸ್ & ಗೈಡ್ಸ್ ಸಂಸ್ಥೆಯ ಮಕ್ಕಳಲ್ಲಿ ಮಾನವೀಯ ಮೌಲ್ಯಗಳನ್ನು, ಜೀವನ ಕೌಶಲಗಳನ್ನು ವೃದ್ಧಿಸುವ ನಿಟ್ಟಿನಲ್ಲಿ ನಿರಂತರವಾಗಿ ಸಂಸ್ಥೆಯು ವಿವಿಧ ಕಾರ್ಯಕ್ರಮಗಳನ್ನು ಹಮ್ಮಿಕೊಳ್ಳುತ್ತಾ ಬಂದಿದೆ ಎಂದರು. ಜಿಲ್ಲಾ ಸ್ಕೌಟ್ ಆಯುಕ್ತ ಸ್ವೀಟನ್ ಪ್ರಕಾಶ್ ಮಾತನಾಡಿ: [447, 400, 768, 541]
- article-headline: ಪ.ಪಂಚಾಯಿತಿಯಲ್ಲಿ ಕಾಯಕ ಯೋಗಿ ನೂಲಿ ಚಂದಯ್ಯ ಜಯಂತಿ ಆಚರಣೆ: [57, 1868, 427, 1941]
- article-divider: [53, 1121, 438, 1123]
